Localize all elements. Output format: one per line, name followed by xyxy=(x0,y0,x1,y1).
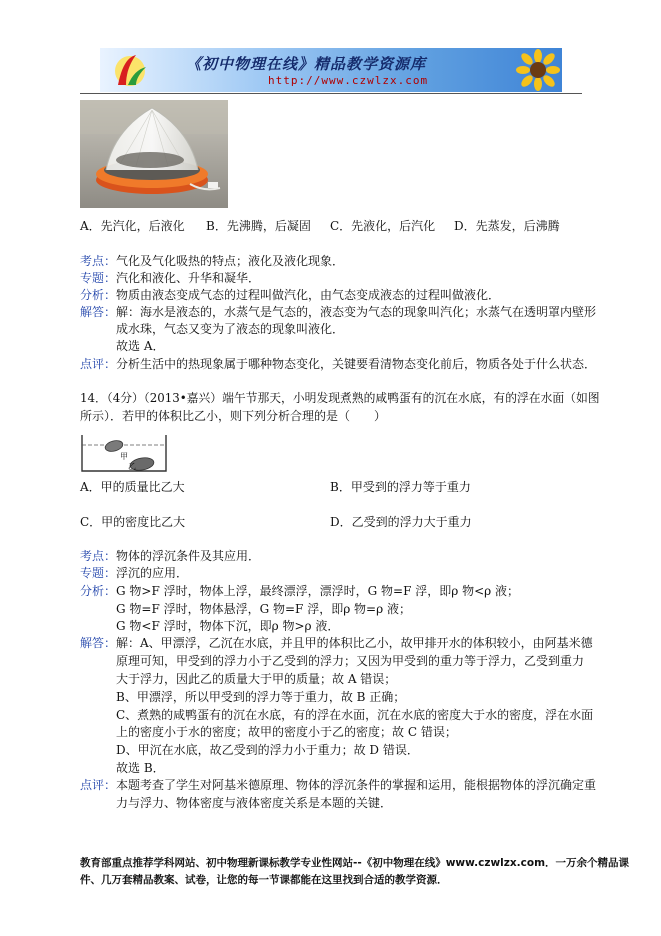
q14-option-c: C．甲的密度比乙大 xyxy=(80,515,186,529)
header-banner xyxy=(100,48,562,92)
header-divider xyxy=(80,93,582,94)
q13-kaodian-text: 气化及气化吸热的特点；液化及液化现象． xyxy=(116,254,345,268)
q13-zhuanti xyxy=(80,270,260,286)
sunflower-icon xyxy=(516,49,560,91)
q14-dianping-line-1: 本题考查了学生对阿基米德原理、物体的浮沉条件的掌握和运用，能根据物体的浮沉确定重 xyxy=(116,778,597,792)
q13-zhuanti-text: 汽化和液化、升华和凝华． xyxy=(116,271,261,285)
q14-jieda-label: 解答： xyxy=(80,636,117,650)
banner-url[interactable]: http://www.czwlzx.com xyxy=(268,74,429,87)
q14-zhuanti-text: 浮沉的应用． xyxy=(116,566,189,580)
q13-jieda-label: 解答： xyxy=(80,305,117,319)
q14-jieda-line-2: 原理可知，甲受到的浮力小于乙受到的浮力；又因为甲受到的重力等于浮力，乙受到重力 xyxy=(116,654,585,668)
label-jia: 甲 xyxy=(120,452,128,461)
label-yi: 乙 xyxy=(128,462,136,471)
q14-kaodian-label: 考点： xyxy=(80,549,117,563)
q14-zhuanti xyxy=(80,565,188,581)
q13-option-c: C．先液化，后汽化 xyxy=(330,219,436,233)
q14-jieda-line-4: B、甲漂浮，所以甲受到的浮力等于重力，故 B 正确； xyxy=(116,690,406,704)
q14-kaodian-text: 物体的浮沉条件及其应用． xyxy=(116,549,261,563)
q13-dianping-label: 点评： xyxy=(80,357,117,371)
q14-fenxi-line-2: G 物=F 浮时，物体悬浮，G 物=F 浮，即ρ 物=ρ 液； xyxy=(116,602,411,616)
solar-still-photo xyxy=(80,100,228,208)
eggs-in-water-diagram xyxy=(80,433,168,473)
q14-fenxi-line-3: G 物<F 浮时，物体下沉，即ρ 物>ρ 液． xyxy=(116,619,340,633)
q14-stem-line-2: 所示）．若甲的体积比乙小，则下列分析合理的是（ ） xyxy=(80,409,387,423)
q14-jieda-line-3: 大于浮力，因此乙的质量大于甲的质量；故 A 错误； xyxy=(116,672,397,686)
q13-fenxi-text: 物质由液态变成气态的过程叫做汽化，由气态变成液态的过程叫做液化． xyxy=(116,288,501,302)
q13-option-b: B．先沸腾，后凝固 xyxy=(206,219,311,233)
q14-fenxi xyxy=(80,583,519,599)
q14-jieda-line-5: C、煮熟的咸鸭蛋有的沉在水底，有的浮在水面，沉在水底的密度大于水的密度，浮在水面 xyxy=(116,708,594,722)
q13-jieda-line-1: 解：海水是液态的，水蒸气是气态的，液态变为气态的现象叫汽化；水蒸气在透明罩内壁形 xyxy=(116,305,597,319)
q13-fenxi xyxy=(80,287,500,303)
q13-jieda-line-3: 故选 A． xyxy=(116,339,165,353)
page-footer xyxy=(80,855,630,889)
q13-fenxi-label: 分析： xyxy=(80,288,117,302)
q13-kaodian-label: 考点： xyxy=(80,254,117,268)
q13-kaodian xyxy=(80,253,344,269)
q14-dianping-label: 点评： xyxy=(80,778,117,792)
q14-fenxi-label: 分析： xyxy=(80,584,117,598)
q14-dianping xyxy=(80,777,596,793)
q14-option-b: B．甲受到的浮力等于重力 xyxy=(330,480,471,494)
q14-fenxi-line-1: G 物>F 浮时，物体上浮，最终漂浮，漂浮时，G 物=F 浮，即ρ 物<ρ 液； xyxy=(116,584,520,598)
q14-jieda-line-1: 解：A、甲漂浮，乙沉在水底，并且甲的体积比乙小，故甲排开水的体积较小，由阿基米德 xyxy=(116,636,593,650)
q14-jieda-line-6: 上的密度小于水的密度；故甲的密度小于乙的密度；故 C 错误； xyxy=(116,725,457,739)
banner-title: 《初中物理在线》精品教学资源库 xyxy=(186,55,427,73)
q13-jieda-line-2: 成水珠，气态又变为了液态的现象叫液化． xyxy=(116,322,345,336)
q14-option-a: A．甲的质量比乙大 xyxy=(80,480,185,494)
q14-zhuanti-label: 专题： xyxy=(80,566,117,580)
site-logo-icon xyxy=(106,51,150,89)
q14-jieda-line-8: 故选 B． xyxy=(116,761,165,775)
footer-line-1: 教育部重点推荐学科网站、初中物理新课标教学专业性网站--《初中物理在线》www.czwlzx.com．一万余个精品课 xyxy=(80,857,630,869)
q13-option-a: A．先汽化，后液化 xyxy=(80,219,185,233)
q14-jieda xyxy=(80,635,593,651)
q14-kaodian xyxy=(80,548,260,564)
q14-stem-line-1: 14．（4分）（2013•嘉兴）端午节那天，小明发现煮熟的咸鸭蛋有的沉在水底，有的浮在水面（如图 xyxy=(80,391,600,405)
q14-jieda-line-7: D、甲沉在水底，故乙受到的浮力小于重力；故 D 错误． xyxy=(116,743,419,757)
q13-dianping-text: 分析生活中的热现象属于哪种物态变化，关键要看清物态变化前后，物质各处于什么状态． xyxy=(116,357,597,371)
footer-line-2: 件、几万套精品教案、试卷，让您的每一节课都能在这里找到合适的教学资源． xyxy=(80,874,448,886)
q13-jieda xyxy=(80,304,596,320)
q13-option-d: D．先蒸发，后沸腾 xyxy=(454,219,560,233)
q14-option-d: D．乙受到的浮力大于重力 xyxy=(330,515,472,529)
q13-zhuanti-label: 专题： xyxy=(80,271,117,285)
q14-dianping-line-2: 力与浮力、物体密度与液体密度关系是本题的关键． xyxy=(116,796,393,810)
q13-dianping xyxy=(80,356,596,372)
